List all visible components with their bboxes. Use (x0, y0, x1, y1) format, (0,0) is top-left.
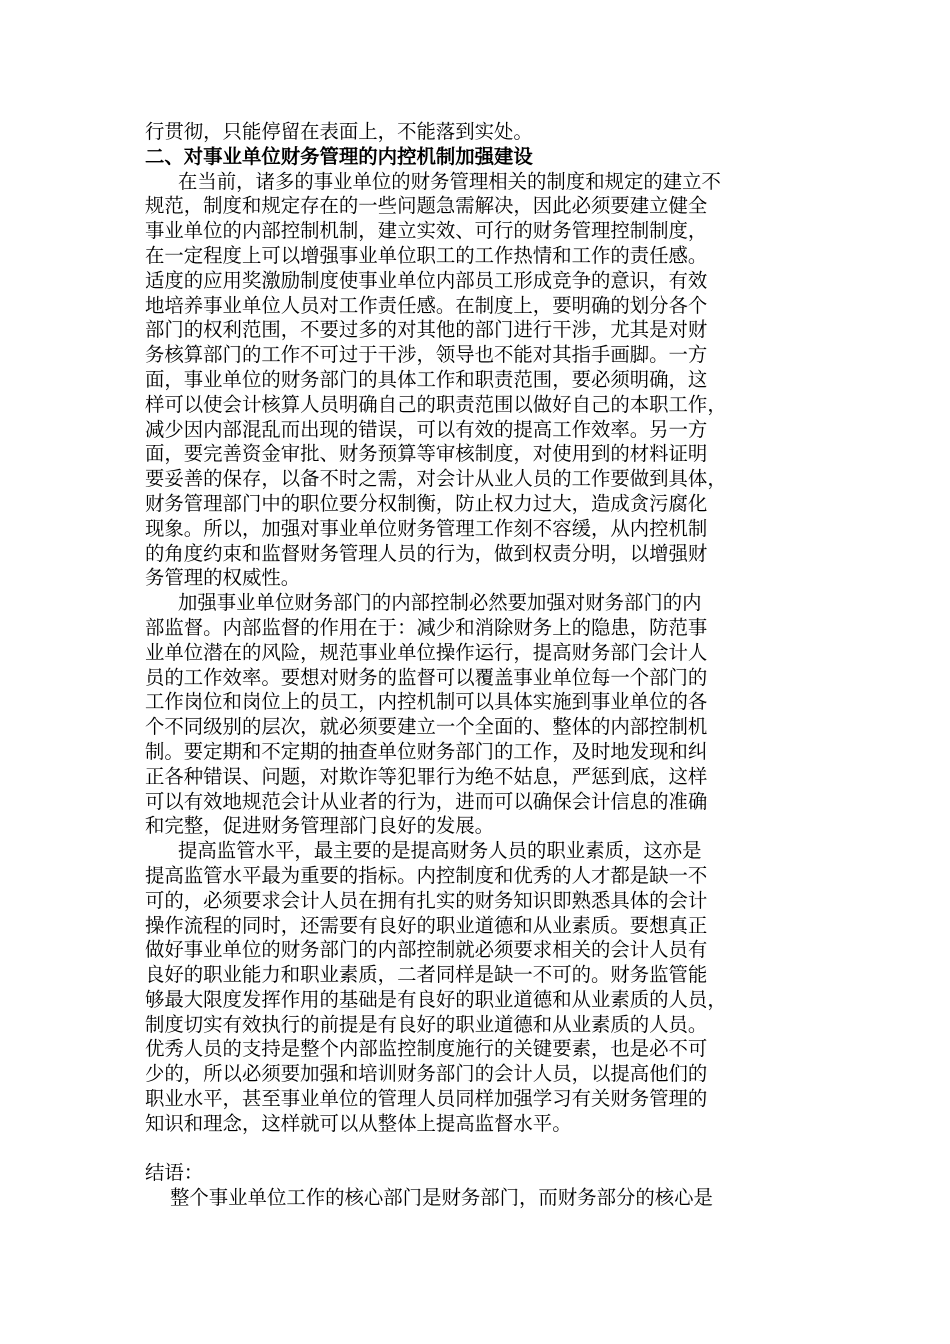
paragraph-line: 可的，必须要求会计人员在拥有扎实的财务知识即熟悉具体的会计 (145, 888, 708, 912)
document-body (145, 120, 820, 1211)
paragraph-line: 操作流程的同时，还需要有良好的职业道德和从业素质。要想真正 (145, 913, 708, 937)
paragraph-line: 提高监管水平最为重要的指标。内控制度和优秀的人才都是缺一不 (145, 863, 708, 887)
conclusion-line: 整个事业单位工作的核心部门是财务部门，而财务部分的核心是 (170, 1186, 713, 1210)
paragraph-line: 务管理的权威性。 (145, 566, 301, 590)
paragraph-line: 提高监管水平，最主要的是提高财务人员的职业素质，这亦是 (178, 839, 702, 863)
paragraph-line: 部监督。内部监督的作用在于：减少和消除财务上的隐患，防范事 (145, 615, 708, 639)
paragraph-line: 优秀人员的支持是整个内部监控制度施行的关键要素，也是必不可 (145, 1037, 708, 1061)
paragraph-line: 员的工作效率。要想对财务的监督可以覆盖事业单位每一个部门的 (145, 665, 708, 689)
paragraph-line: 财务管理部门中的职位要分权制衡，防止权力过大，造成贪污腐化 (145, 491, 708, 515)
paragraph-line: 职业水平，甚至事业单位的管理人员同样加强学习有关财务管理的 (145, 1087, 708, 1111)
conclusion-label: 结语： (145, 1161, 204, 1185)
paragraph-line: 适度的应用奖激励制度使事业单位内部员工形成竞争的意识，有效 (145, 268, 708, 292)
paragraph-line: 要妥善的保存，以备不时之需，对会计从业人员的工作要做到具体， (145, 467, 727, 491)
paragraph-line: 在当前，诸多的事业单位的财务管理相关的制度和规定的建立不 (178, 169, 721, 193)
paragraph-line: 少的，所以必须要加强和培训财务部门的会计人员，以提高他们的 (145, 1062, 708, 1086)
paragraph-line: 加强事业单位财务部门的内部控制必然要加强对财务部门的内 (178, 591, 702, 615)
paragraph-3 (145, 839, 820, 1137)
paragraph-line: 务核算部门的工作不可过于干涉，领导也不能对其指手画脚。一方 (145, 343, 708, 367)
paragraph-line: 减少因内部混乱而出现的错误，可以有效的提高工作效率。另一方 (145, 417, 708, 441)
paragraph-line: 面，要完善资金审批、财务预算等审核制度，对使用到的材料证明 (145, 442, 708, 466)
paragraph-line: 制度切实有效执行的前提是有良好的职业道德和从业素质的人员。 (145, 1012, 708, 1036)
paragraph-line: 部门的权利范围，不要过多的对其他的部门进行干涉，尤其是对财 (145, 318, 708, 342)
paragraph-line: 工作岗位和岗位上的员工，内控机制可以具体实施到事业单位的各 (145, 690, 708, 714)
paragraph-line: 现象。所以，加强对事业单位财务管理工作刻不容缓，从内控机制 (145, 516, 708, 540)
paragraph-line: 地培养事业单位人员对工作责任感。在制度上，要明确的划分各个 (145, 293, 708, 317)
paragraph-line: 正各种错误、问题，对欺诈等犯罪行为绝不姑息，严惩到底，这样 (145, 764, 708, 788)
paragraph-line: 够最大限度发挥作用的基础是有良好的职业道德和从业素质的人员， (145, 987, 727, 1011)
paragraph-line: 业单位潜在的风险，规范事业单位操作运行，提高财务部门会计人 (145, 640, 708, 664)
paragraph-line: 的角度约束和监督财务管理人员的行为，做到权责分明，以增强财 (145, 541, 708, 565)
paragraph-line: 个不同级别的层次，就必须要建立一个全面的、整体的内部控制机 (145, 715, 708, 739)
paragraph-line: 可以有效地规范会计从业者的行为，进而可以确保会计信息的准确 (145, 789, 708, 813)
paragraph-2 (145, 591, 820, 839)
paragraph-line: 面，事业单位的财务部门的具体工作和职责范围，要必须明确，这 (145, 367, 708, 391)
paragraph-line: 制。要定期和不定期的抽查单位财务部门的工作，及时地发现和纠 (145, 739, 708, 763)
paragraph-line: 事业单位的内部控制机制，建立实效、可行的财务管理控制制度， (145, 219, 708, 243)
section-heading: 二、对事业单位财务管理的内控机制加强建设 (145, 144, 533, 168)
blank-line (145, 1137, 820, 1162)
paragraph-line: 知识和理念，这样就可以从整体上提高监督水平。 (145, 1111, 572, 1135)
paragraph-line: 规范，制度和规定存在的一些问题急需解决，因此必须要建立健全 (145, 194, 708, 218)
paragraph-line: 做好事业单位的财务部门的内部控制就必须要求相关的会计人员有 (145, 938, 708, 962)
paragraph-line: 和完整，促进财务管理部门良好的发展。 (145, 814, 495, 838)
opening-line: 行贯彻，只能停留在表面上，不能落到实处。 (145, 120, 533, 143)
paragraph-line: 在一定程度上可以增强事业单位职工的工作热情和工作的责任感。 (145, 243, 708, 267)
paragraph-line: 样可以使会计核算人员明确自己的职责范围以做好自己的本职工作， (145, 392, 727, 416)
paragraph-line: 良好的职业能力和职业素质，二者同样是缺一不可的。财务监管能 (145, 963, 708, 987)
paragraph-1 (145, 170, 820, 592)
